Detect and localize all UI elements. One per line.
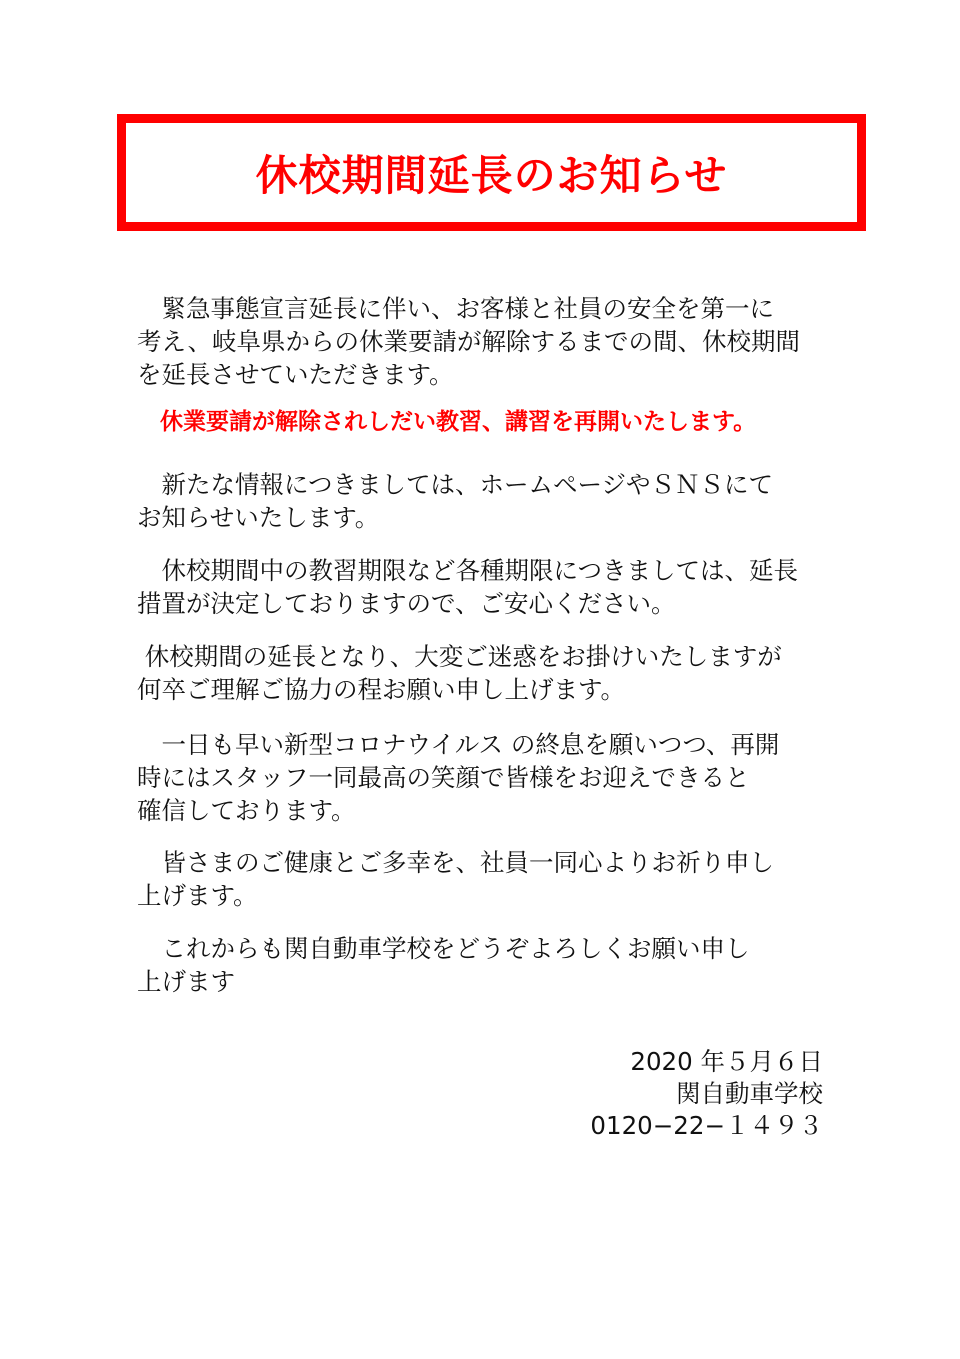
paragraph-apology: 休校期間の延長となり、大変ご迷惑をお掛けいたしますが 何卒ご理解ご協力の程お願い申し上げます。 (137, 642, 782, 704)
school-name: 関自動車学校 (676, 1079, 823, 1108)
paragraph-deadline-extension: 休校期間中の教習期限など各種期限につきましては、延長 措置が決定しておりますので、ご安心ください。 (137, 556, 799, 618)
signature-block (590, 1046, 823, 1142)
paragraph-well-wishes: 皆さまのご健康とご多幸を、社員一同心よりお祈り申し 上げます。 (137, 848, 774, 910)
notice-title: 休校期間延長のお知らせ (255, 150, 728, 200)
paragraph-extension-notice: 緊急事態宣言延長に伴い、お客様と社員の安全を第一に 考え、岐阜県からの休業要請が解除するまでの間、休校期間 を延長させていただきます。 (137, 294, 800, 389)
paragraph-hope-message: 一日も早い新型コロナウイルス の終息を願いつつ、再開 時にはスタッフ一同最高の笑顔で皆様をお迎えできると 確信しております。 (137, 730, 780, 825)
notice-title-box (117, 114, 866, 231)
paragraph-information-channels: 新たな情報につきましては、ホームページやＳＮＳにて お知らせいたします。 (137, 470, 774, 532)
paragraph-closing: これからも関自動車学校をどうぞよろしくお願い申し 上げます (137, 934, 750, 996)
paragraph-reopen-highlight: 休業要請が解除されしだい教習、講習を再開いたします。 (137, 409, 757, 435)
notice-date: 2020 年５月６日 (630, 1047, 823, 1076)
phone-number: 0120−22−１４９３ (590, 1111, 823, 1140)
